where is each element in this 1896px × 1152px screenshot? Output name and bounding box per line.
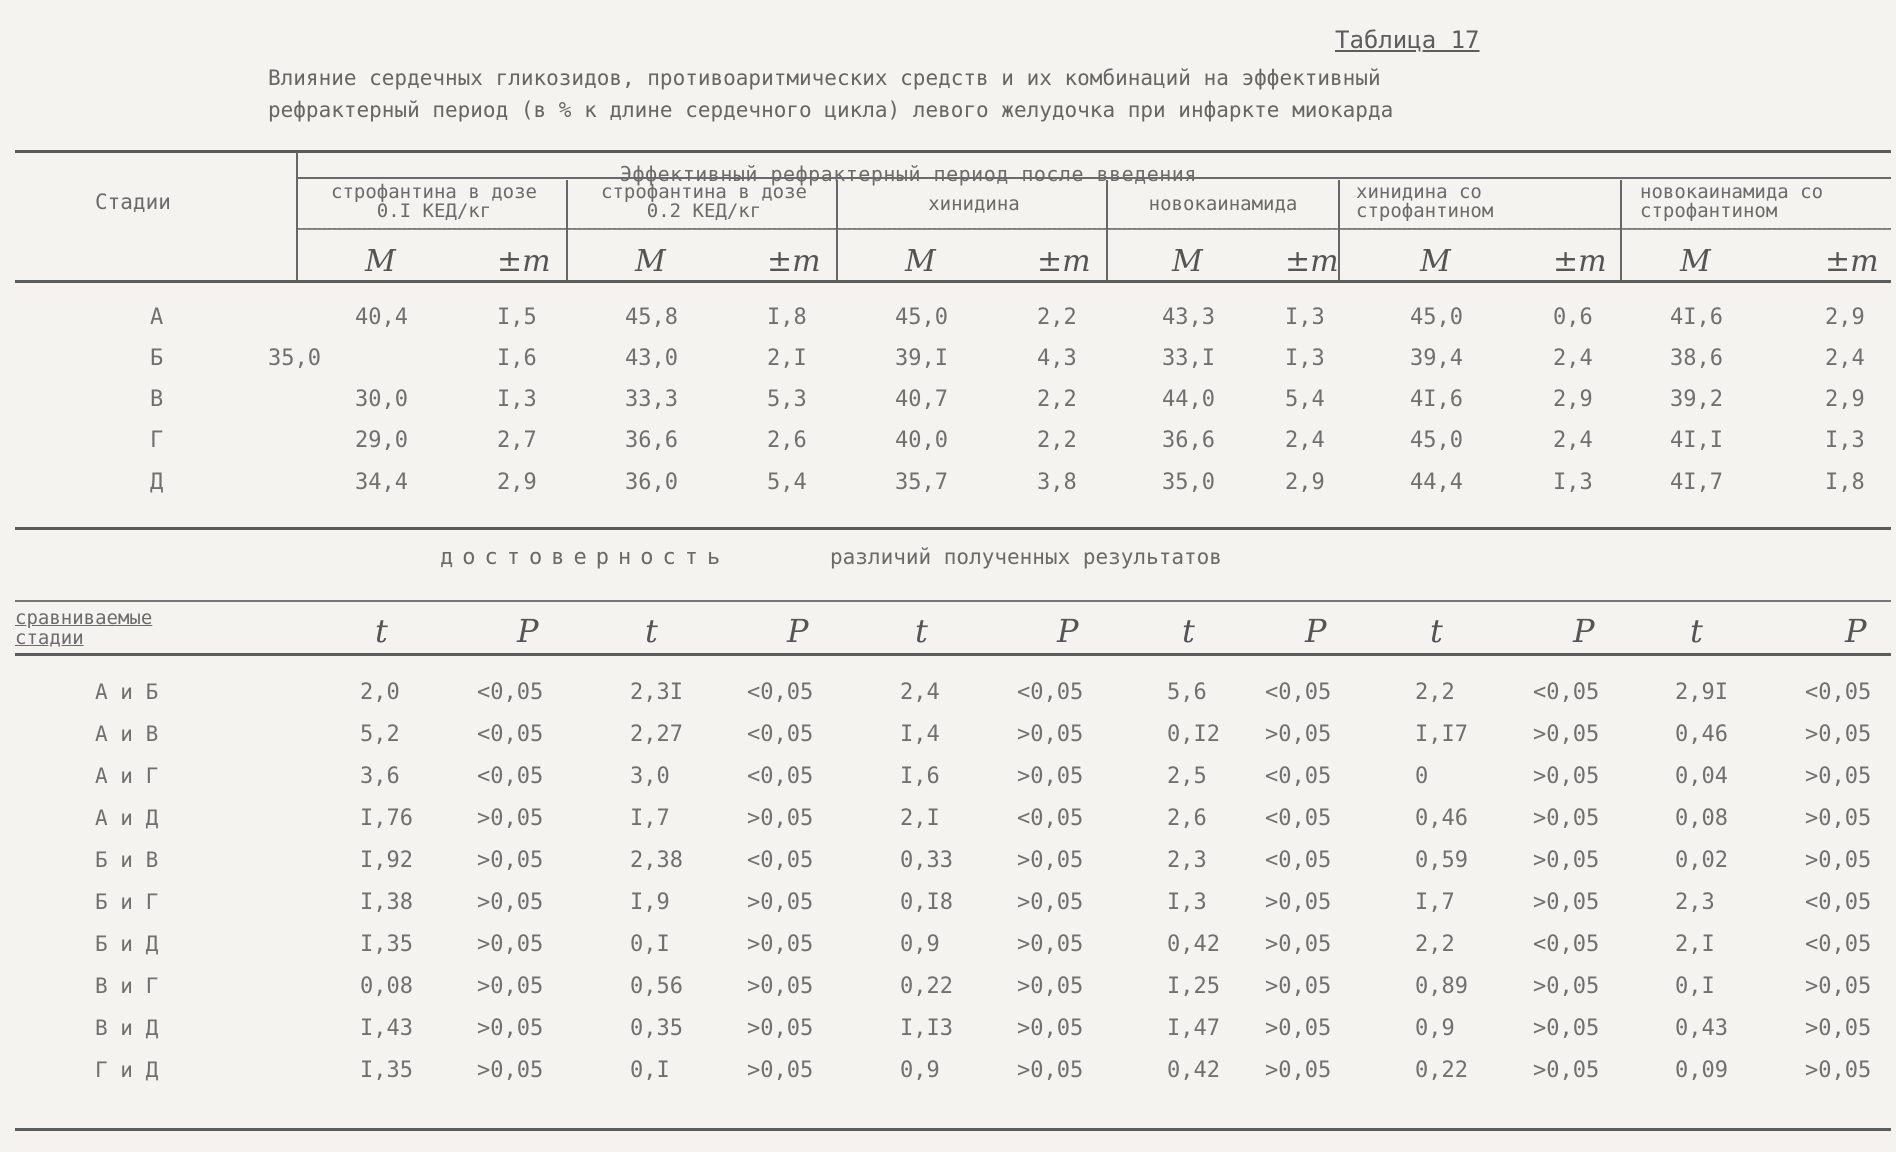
t-value: 0,9 — [1415, 1016, 1455, 1041]
mean-value: 45,8 — [625, 305, 678, 330]
group-1-line-2: 0.I КЕД/кг — [376, 200, 492, 222]
p-value: >0,05 — [1533, 848, 1600, 873]
stage-label: А — [150, 305, 164, 330]
t-value: 0,89 — [1415, 974, 1468, 999]
group-header-5 — [1346, 183, 1626, 221]
t-symbol: t — [1690, 612, 1703, 650]
t-value: 2,9I — [1675, 680, 1728, 705]
error-value: 2,9 — [497, 470, 537, 495]
p-value: >0,05 — [747, 974, 814, 999]
p-value: >0,05 — [747, 1016, 814, 1041]
p-value: <0,05 — [1017, 806, 1084, 831]
p-value: >0,05 — [1017, 974, 1084, 999]
t-value: 0,I — [630, 932, 670, 957]
mean-value: 4I,6 — [1410, 387, 1463, 412]
p-value: >0,05 — [1805, 974, 1872, 999]
t-value: 2,38 — [630, 848, 683, 873]
group-divider-1 — [566, 180, 568, 280]
p-value: >0,05 — [747, 890, 814, 915]
t-value: 2,0 — [360, 680, 400, 705]
t-value: 0,I8 — [900, 890, 953, 915]
error-value: 2,4 — [1825, 346, 1865, 371]
p-value: <0,05 — [747, 680, 814, 705]
stage-label: Д — [150, 470, 164, 495]
t-value: 0,46 — [1415, 806, 1468, 831]
group-header-2 — [576, 183, 832, 221]
p-value: <0,05 — [477, 722, 544, 747]
t-value: I,38 — [360, 890, 413, 915]
mean-value: 30,0 — [355, 387, 408, 412]
p-value: >0,05 — [1533, 806, 1600, 831]
p-value: <0,05 — [477, 764, 544, 789]
p-value: >0,05 — [477, 1058, 544, 1083]
t-value: 0,02 — [1675, 848, 1728, 873]
t-value: I,76 — [360, 806, 413, 831]
mean-value: 4I,7 — [1670, 470, 1723, 495]
p-value: >0,05 — [1805, 806, 1872, 831]
mean-value: 44,4 — [1410, 470, 1463, 495]
error-value: 2,2 — [1037, 305, 1077, 330]
p-value: >0,05 — [1533, 722, 1600, 747]
mean-value: 45,0 — [1410, 305, 1463, 330]
mean-symbol: M — [635, 244, 666, 279]
t-value: 0 — [1415, 764, 1429, 789]
group-2-line-1: строфантина в дозе — [601, 181, 807, 203]
t-value: 3,0 — [630, 764, 670, 789]
error-value: I,3 — [1553, 470, 1593, 495]
caption-line-1: Влияние сердечных гликозидов, противоаритмических средств и их комбинаций на эффективный — [268, 66, 1381, 90]
p-symbol: P — [1057, 612, 1079, 650]
p-value: >0,05 — [1017, 932, 1084, 957]
mean-value: 35,0 — [268, 346, 321, 371]
t-value: 2,3 — [1167, 848, 1207, 873]
period-header: Эффективный рефрактерный период после введения — [620, 162, 1197, 186]
t-value: 2,2 — [1415, 680, 1455, 705]
group-header-6 — [1630, 183, 1896, 221]
group-divider-2 — [836, 180, 838, 280]
t-value: 0,43 — [1675, 1016, 1728, 1041]
error-symbol: ±m — [1553, 244, 1607, 279]
p-value: >0,05 — [1265, 932, 1332, 957]
error-value: 2,4 — [1285, 428, 1325, 453]
p-value: >0,05 — [1533, 974, 1600, 999]
error-value: 2,9 — [1553, 387, 1593, 412]
p-value: <0,05 — [747, 764, 814, 789]
error-value: I,3 — [1285, 305, 1325, 330]
t-value: 2,6 — [1167, 806, 1207, 831]
group-6-line-2: строфантином — [1640, 200, 1778, 222]
group-divider-3 — [1106, 180, 1108, 280]
group-6-line-1: новокаинамида со — [1640, 181, 1824, 203]
error-value: 2,2 — [1037, 387, 1077, 412]
compared-pair: А и Б — [95, 680, 159, 704]
t-value: 0,I — [630, 1058, 670, 1083]
error-value: I,8 — [1825, 470, 1865, 495]
t-value: I,92 — [360, 848, 413, 873]
error-value: 2,I — [767, 346, 807, 371]
compared-pair: А и В — [95, 722, 159, 746]
error-value: 2,4 — [1553, 428, 1593, 453]
error-value: 5,4 — [767, 470, 807, 495]
t-value: 0,I — [1675, 974, 1715, 999]
p-value: >0,05 — [1017, 848, 1084, 873]
mean-value: 33,3 — [625, 387, 678, 412]
compared-pair: А и Г — [95, 764, 159, 788]
mean-value: 40,7 — [895, 387, 948, 412]
t-value: 2,I — [900, 806, 940, 831]
error-value: 2,9 — [1825, 305, 1865, 330]
t-value: 5,2 — [360, 722, 400, 747]
t-value: 0,9 — [900, 1058, 940, 1083]
p-symbol: P — [517, 612, 539, 650]
compared-pair: Б и В — [95, 848, 159, 872]
t-value: I,6 — [900, 764, 940, 789]
t-value: 3,6 — [360, 764, 400, 789]
p-value: >0,05 — [1805, 1058, 1872, 1083]
error-value: I,3 — [497, 387, 537, 412]
p-value: >0,05 — [477, 1016, 544, 1041]
error-value: 0,6 — [1553, 305, 1593, 330]
caption-line-2: рефрактерный период (в % к длине сердечного цикла) левого желудочка при инфаркте миокарда — [268, 98, 1394, 122]
group-header-1 — [306, 183, 562, 221]
group-3-line-1: хинидина — [928, 193, 1020, 215]
t-value: 2,3I — [630, 680, 683, 705]
p-value: >0,05 — [1017, 1016, 1084, 1041]
error-value: 2,4 — [1553, 346, 1593, 371]
p-value: >0,05 — [1805, 1016, 1872, 1041]
section-2-top-rule — [15, 600, 1891, 602]
t-value: I,7 — [1415, 890, 1455, 915]
t-value: 0,56 — [630, 974, 683, 999]
mean-value: 36,6 — [625, 428, 678, 453]
p-value: <0,05 — [1265, 680, 1332, 705]
mean-value: 40,0 — [895, 428, 948, 453]
p-value: >0,05 — [1533, 1058, 1600, 1083]
t-value: 2,2 — [1415, 932, 1455, 957]
t-symbol: t — [1430, 612, 1443, 650]
t-value: I,43 — [360, 1016, 413, 1041]
error-symbol: ±m — [497, 244, 551, 279]
p-value: >0,05 — [477, 806, 544, 831]
group-1-line-1: строфантина в дозе — [331, 181, 537, 203]
p-value: <0,05 — [747, 848, 814, 873]
p-value: >0,05 — [747, 1058, 814, 1083]
mean-symbol: M — [365, 244, 396, 279]
p-value: <0,05 — [1265, 806, 1332, 831]
t-value: 2,27 — [630, 722, 683, 747]
p-symbol: P — [1305, 612, 1327, 650]
error-value: 2,9 — [1825, 387, 1865, 412]
p-value: >0,05 — [1533, 764, 1600, 789]
p-value: >0,05 — [1017, 1058, 1084, 1083]
group-2-line-2: 0.2 КЕД/кг — [646, 200, 762, 222]
compared-label-1: сравниваемые — [15, 607, 153, 629]
group-4-line-1: новокаинамида — [1148, 193, 1298, 215]
p-value: >0,05 — [1017, 764, 1084, 789]
t-value: 0,42 — [1167, 1058, 1220, 1083]
mean-value: 35,0 — [1162, 470, 1215, 495]
error-value: I,3 — [1285, 346, 1325, 371]
t-value: 0,42 — [1167, 932, 1220, 957]
t-value: 5,6 — [1167, 680, 1207, 705]
t-value: 0,08 — [360, 974, 413, 999]
compared-pair: В и Г — [95, 974, 159, 998]
t-value: I,I3 — [900, 1016, 953, 1041]
mean-value: 36,0 — [625, 470, 678, 495]
t-value: I,25 — [1167, 974, 1220, 999]
error-value: 3,8 — [1037, 470, 1077, 495]
t-symbol: t — [1182, 612, 1195, 650]
mean-value: 39,2 — [1670, 387, 1723, 412]
p-value: >0,05 — [477, 974, 544, 999]
t-value: 0,9 — [900, 932, 940, 957]
compared-stages-header — [15, 608, 152, 648]
p-value: <0,05 — [1805, 680, 1872, 705]
mean-value: 45,0 — [1410, 428, 1463, 453]
compared-pair: В и Д — [95, 1016, 159, 1040]
mean-value: 39,I — [895, 346, 948, 371]
p-value: >0,05 — [1265, 1058, 1332, 1083]
error-value: 4,3 — [1037, 346, 1077, 371]
stage-label: Г — [150, 428, 164, 453]
mean-value: 34,4 — [355, 470, 408, 495]
stage-label: В — [150, 387, 164, 412]
t-value: 0,22 — [900, 974, 953, 999]
table-bottom-rule — [15, 1128, 1891, 1131]
p-symbol: P — [787, 612, 809, 650]
mean-symbol: M — [1172, 244, 1203, 279]
mean-value: 38,6 — [1670, 346, 1723, 371]
p-value: >0,05 — [1265, 974, 1332, 999]
t-symbol: t — [645, 612, 658, 650]
p-value: <0,05 — [1805, 932, 1872, 957]
group-header-4 — [1112, 195, 1334, 214]
mean-value: 35,7 — [895, 470, 948, 495]
error-value: 5,3 — [767, 387, 807, 412]
mean-value: 29,0 — [355, 428, 408, 453]
error-value: I,8 — [767, 305, 807, 330]
p-value: >0,05 — [1017, 722, 1084, 747]
p-value: >0,05 — [477, 932, 544, 957]
p-value: <0,05 — [1017, 680, 1084, 705]
t-value: 0,59 — [1415, 848, 1468, 873]
mean-value: 43,3 — [1162, 305, 1215, 330]
t-value: 0,46 — [1675, 722, 1728, 747]
mean-symbol: M — [1420, 244, 1451, 279]
compared-pair: Б и Г — [95, 890, 159, 914]
p-value: >0,05 — [1017, 890, 1084, 915]
mean-value: 36,6 — [1162, 428, 1215, 453]
p-symbol: P — [1573, 612, 1595, 650]
compared-label-2: стадии — [15, 627, 84, 649]
t-value: I,35 — [360, 1058, 413, 1083]
p-value: >0,05 — [1805, 764, 1872, 789]
header-bottom-rule — [15, 280, 1891, 283]
error-symbol: ±m — [1825, 244, 1879, 279]
p-value: <0,05 — [1533, 932, 1600, 957]
t-value: 0,09 — [1675, 1058, 1728, 1083]
t-value: 2,5 — [1167, 764, 1207, 789]
group-header-3 — [846, 195, 1102, 214]
p-value: <0,05 — [477, 680, 544, 705]
mean-symbol: M — [1680, 244, 1711, 279]
t-value: 0,33 — [900, 848, 953, 873]
mean-value: 33,I — [1162, 346, 1215, 371]
p-value: <0,05 — [1265, 764, 1332, 789]
t-value: 0,I2 — [1167, 722, 1220, 747]
t-symbol: t — [915, 612, 928, 650]
p-value: >0,05 — [1265, 722, 1332, 747]
p-value: >0,05 — [477, 848, 544, 873]
error-value: 2,7 — [497, 428, 537, 453]
table-number: Таблица 17 — [1335, 26, 1480, 54]
p-symbol: P — [1845, 612, 1867, 650]
mean-value: 45,0 — [895, 305, 948, 330]
t-value: 0,04 — [1675, 764, 1728, 789]
p-value: <0,05 — [747, 722, 814, 747]
p-value: >0,05 — [747, 932, 814, 957]
error-value: 2,2 — [1037, 428, 1077, 453]
significance-title: достоверность — [440, 545, 730, 570]
t-symbol: t — [375, 612, 388, 650]
p-value: >0,05 — [1805, 722, 1872, 747]
mean-value: 44,0 — [1162, 387, 1215, 412]
p-value: >0,05 — [477, 890, 544, 915]
error-value: I,3 — [1825, 428, 1865, 453]
error-value: I,5 — [497, 305, 537, 330]
compared-pair: Г и Д — [95, 1058, 159, 1082]
p-value: >0,05 — [1533, 890, 1600, 915]
p-value: <0,05 — [1805, 890, 1872, 915]
error-value: I,6 — [497, 346, 537, 371]
t-value: 0,35 — [630, 1016, 683, 1041]
error-value: 2,6 — [767, 428, 807, 453]
p-value: >0,05 — [747, 806, 814, 831]
compared-pair: Б и Д — [95, 932, 159, 956]
t-value: I,7 — [630, 806, 670, 831]
group-5-line-2: строфантином — [1356, 200, 1494, 222]
stage-label: Б — [150, 346, 164, 371]
stages-header: Стадии — [95, 190, 171, 214]
mean-symbol: M — [905, 244, 936, 279]
mean-value: 4I,I — [1670, 428, 1723, 453]
p-value: <0,05 — [1533, 680, 1600, 705]
t-value: I,35 — [360, 932, 413, 957]
t-value: 2,4 — [900, 680, 940, 705]
mean-value: 4I,6 — [1670, 305, 1723, 330]
t-value: 0,08 — [1675, 806, 1728, 831]
compared-pair: А и Д — [95, 806, 159, 830]
mean-value: 39,4 — [1410, 346, 1463, 371]
t-value: 2,3 — [1675, 890, 1715, 915]
t-value: I,I7 — [1415, 722, 1468, 747]
p-value: >0,05 — [1265, 1016, 1332, 1041]
section-1-bottom-rule — [15, 527, 1891, 530]
p-value: >0,05 — [1805, 848, 1872, 873]
group-header-rule — [298, 228, 1891, 230]
t-value: I,47 — [1167, 1016, 1220, 1041]
mean-value: 43,0 — [625, 346, 678, 371]
t-value: I,3 — [1167, 890, 1207, 915]
section-2-header-rule — [15, 653, 1891, 656]
t-value: 2,I — [1675, 932, 1715, 957]
error-value: 5,4 — [1285, 387, 1325, 412]
t-value: I,4 — [900, 722, 940, 747]
p-value: >0,05 — [1265, 890, 1332, 915]
error-symbol: ±m — [1037, 244, 1091, 279]
error-value: 2,9 — [1285, 470, 1325, 495]
error-symbol: ±m — [767, 244, 821, 279]
group-5-line-1: хинидина со — [1356, 181, 1482, 203]
t-value: I,9 — [630, 890, 670, 915]
mean-value: 40,4 — [355, 305, 408, 330]
significance-subtitle: различий полученных результатов — [830, 545, 1222, 569]
stage-column-divider — [296, 152, 298, 280]
error-symbol: ±m — [1285, 244, 1339, 279]
t-value: 0,22 — [1415, 1058, 1468, 1083]
p-value: <0,05 — [1265, 848, 1332, 873]
p-value: >0,05 — [1533, 1016, 1600, 1041]
